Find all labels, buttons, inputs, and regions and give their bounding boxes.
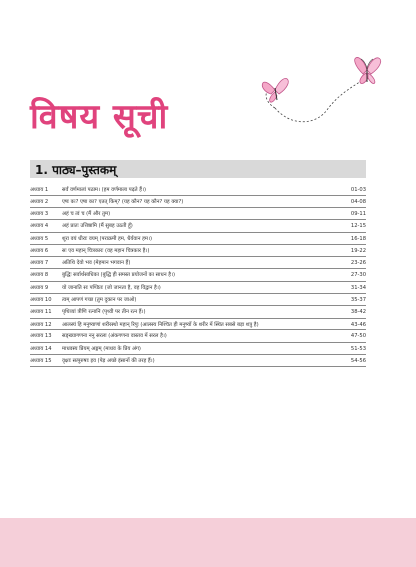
footer-band xyxy=(0,518,416,567)
section-heading: 1. पाठ्य–पुस्तकम् xyxy=(35,163,117,177)
toc-chapter-title: सर्वं वर्णमालां पठाम। (हम वर्णमाला पढ़ते हैं।) xyxy=(62,186,146,193)
toc-row[interactable] xyxy=(30,211,366,221)
toc-chapter-number: अध्याय 11 xyxy=(30,309,52,316)
toc-row[interactable] xyxy=(30,309,366,319)
toc-chapter-number: अध्याय 9 xyxy=(30,284,49,291)
toc-chapter-number: अध्याय 15 xyxy=(30,358,52,365)
toc-page-range: 51-53 xyxy=(350,345,366,352)
toc-row[interactable] xyxy=(30,297,366,307)
toc-chapter-title: सः एव महान् चित्रकारः (वह महान चित्रकार है।) xyxy=(62,247,150,254)
table-of-contents xyxy=(30,186,366,370)
toc-chapter-title: शूरा वयं धीराः वयम् (पराक्रमी हम, धैर्यवान हम।) xyxy=(62,235,152,242)
page-title: विषय सूची xyxy=(30,97,169,137)
toc-page-range: 01-03 xyxy=(350,186,366,193)
toc-chapter-number: अध्याय 6 xyxy=(30,247,49,254)
toc-chapter-number: अध्याय 10 xyxy=(30,297,52,304)
toc-row[interactable] xyxy=(30,358,366,368)
toc-page-range: 47-50 xyxy=(350,333,366,340)
toc-row[interactable] xyxy=(30,333,366,343)
toc-page-range: 38-42 xyxy=(350,309,366,316)
toc-row[interactable] xyxy=(30,247,366,257)
toc-page-range: 12-15 xyxy=(350,223,366,230)
toc-chapter-number: अध्याय 7 xyxy=(30,260,49,267)
toc-chapter-title: अहं च त्वं च (मैं और तुम) xyxy=(62,211,111,218)
toc-chapter-title: आलस्यं हि मनुष्याणां शरीरस्थो महान् रिपुः (आलस्य निश्चित ही मनुष्यों के शरीर में स्थित सबसे बड़ा शत्रु है) xyxy=(62,321,259,328)
toc-chapter-title: माधवस्य प्रियम् अङ्गम् (माधव के प्रिय अंग) xyxy=(62,345,141,352)
toc-chapter-number: अध्याय 2 xyxy=(30,198,49,205)
toc-page-range: 54-56 xyxy=(350,358,366,365)
toc-page-range: 16-18 xyxy=(350,235,366,242)
toc-page-range: 23-26 xyxy=(350,260,366,267)
toc-row[interactable] xyxy=(30,260,366,270)
toc-chapter-title: वृक्षाः सत्पुरुषाः इव (पेड़ अच्छे इंसानों की तरह हैं।) xyxy=(62,358,155,365)
toc-chapter-title: एषः कः? एषा का? एतत् किम्? (यह कौन? यह कौन? यह क्या?) xyxy=(62,198,184,205)
toc-page-range: 35-37 xyxy=(350,297,366,304)
toc-chapter-title: अतिथि देवो भव (मेहमान भगवान हैं) xyxy=(62,260,131,267)
toc-row[interactable] xyxy=(30,321,366,330)
toc-row[interactable] xyxy=(30,345,366,355)
toc-row[interactable] xyxy=(30,198,366,208)
toc-chapter-title: यो जानाति सः पण्डितः (जो जानता है, वह विद्वान है।) xyxy=(62,284,161,291)
toc-row[interactable] xyxy=(30,235,366,245)
toc-page-range: 43-46 xyxy=(350,321,366,328)
toc-chapter-number: अध्याय 3 xyxy=(30,211,49,218)
toc-row[interactable] xyxy=(30,186,366,196)
toc-row[interactable] xyxy=(30,272,366,282)
toc-chapter-title: अहं प्रातः उत्तिष्ठामि (मैं सुबह उठती हूँ) xyxy=(62,223,133,230)
toc-chapter-title: पृथिव्यां त्रीणि रत्नानि (पृथ्वी पर तीन रत्न हैं।) xyxy=(62,309,146,316)
toc-chapter-number: अध्याय 5 xyxy=(30,235,49,242)
toc-page-range: 09-11 xyxy=(350,211,366,218)
toc-chapter-number: अध्याय 12 xyxy=(30,321,52,328)
toc-page-range: 19-22 xyxy=(350,247,366,254)
toc-row[interactable] xyxy=(30,284,366,294)
butterfly-icon xyxy=(255,48,395,128)
toc-page-range: 31-34 xyxy=(350,284,366,291)
toc-chapter-title: त्वम् आपणं गच्छ (तुम दुकान पर जाओ) xyxy=(62,297,137,304)
toc-row[interactable] xyxy=(30,223,366,233)
toc-chapter-number: अध्याय 14 xyxy=(30,345,52,352)
toc-page-range: 27-30 xyxy=(350,272,366,279)
section-heading-bar xyxy=(30,160,366,178)
toc-chapter-title: सङ्ख्यागणना ननु सरला (अंकगणना वास्तव में सरल है।) xyxy=(62,333,167,340)
toc-chapter-number: अध्याय 8 xyxy=(30,272,49,279)
toc-chapter-number: अध्याय 1 xyxy=(30,186,49,193)
toc-page-range: 04-08 xyxy=(350,198,366,205)
toc-chapter-number: अध्याय 4 xyxy=(30,223,49,230)
toc-chapter-title: बुद्धिः सर्वार्थसाधिका (बुद्धि ही समस्त प्रयोजनों का साधन है।) xyxy=(62,272,175,279)
toc-chapter-number: अध्याय 13 xyxy=(30,333,52,340)
